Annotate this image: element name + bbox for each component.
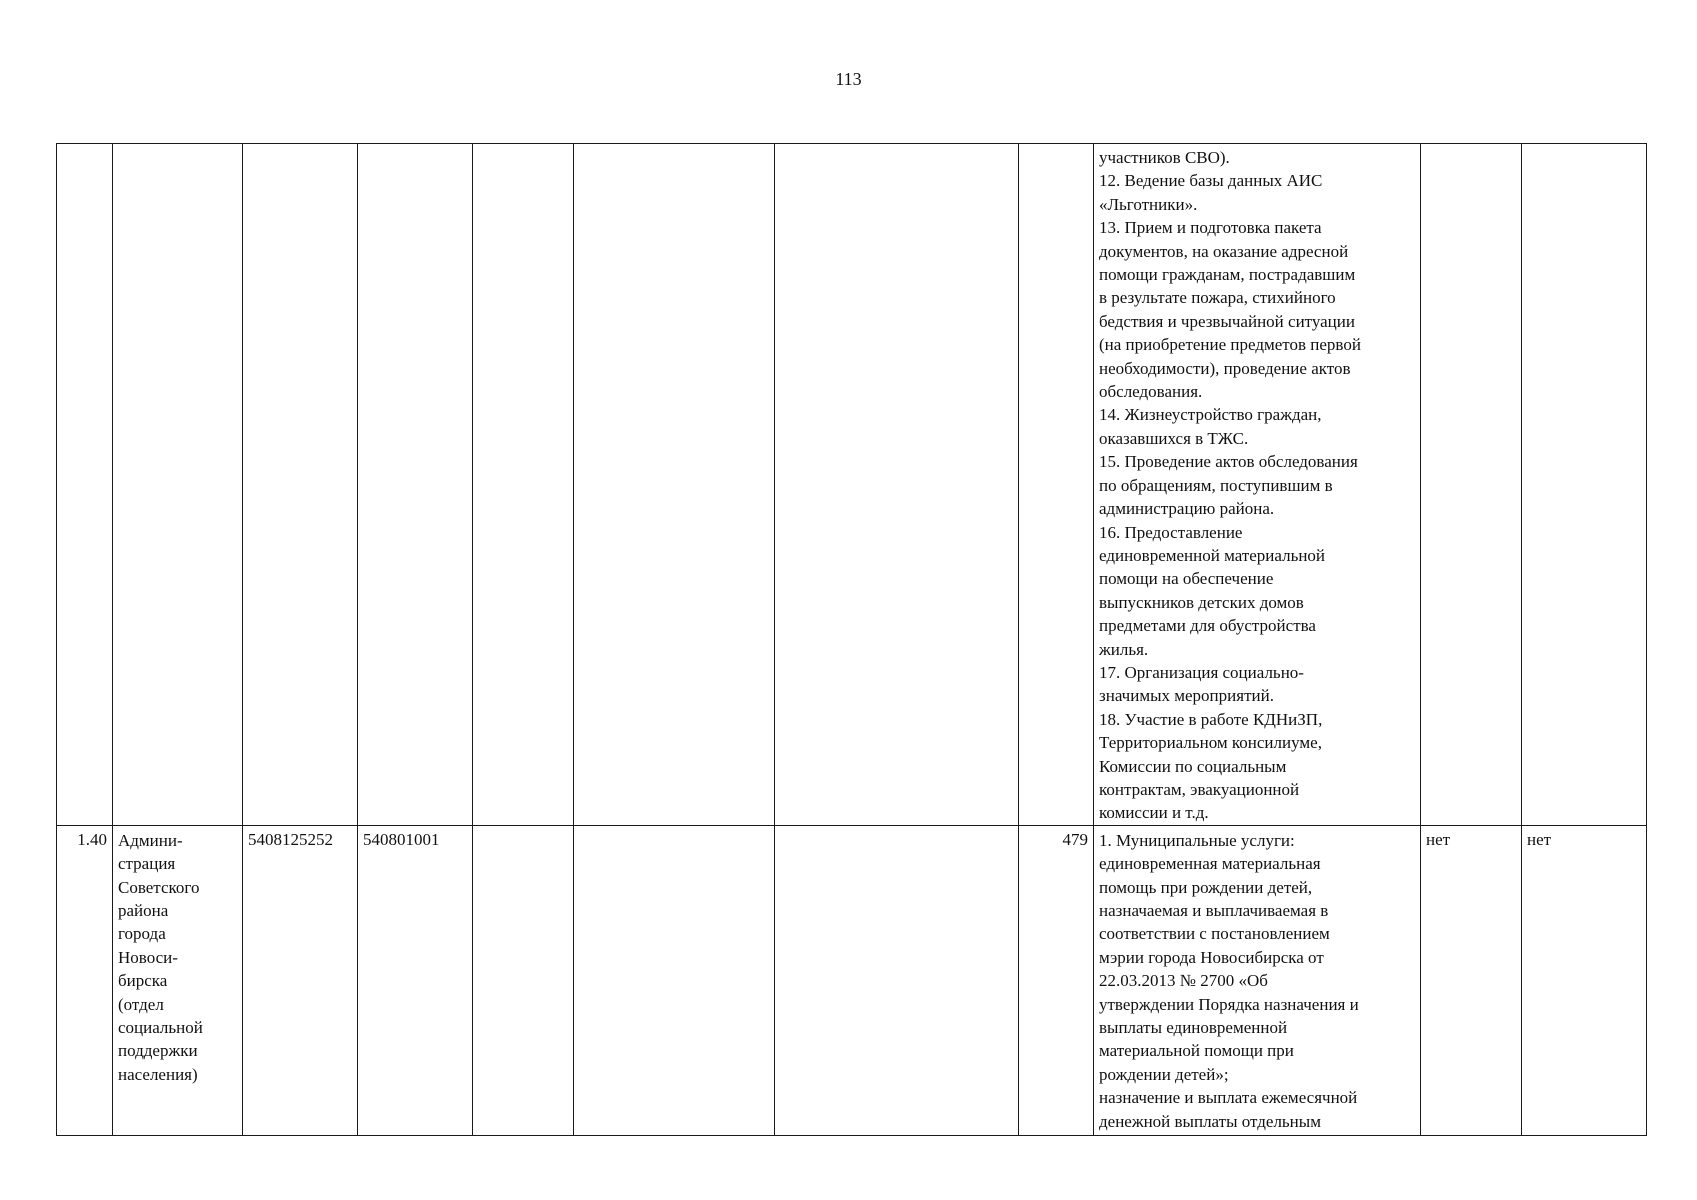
cell-inn: 5408125252 — [243, 825, 358, 1135]
cell-col10: нет — [1421, 825, 1522, 1135]
duties-line: 22.03.2013 № 2700 «Об — [1099, 971, 1268, 991]
duties-line: обследования. — [1099, 382, 1203, 402]
duties-line: в результате пожара, стихийного — [1099, 288, 1336, 308]
duties-line: Территориальном консилиуме, — [1099, 733, 1322, 753]
cell-kpp — [358, 144, 473, 826]
organization-line: социальной — [118, 1018, 203, 1038]
page-number: 113 — [835, 69, 862, 89]
cell-organization — [113, 825, 243, 1135]
organization-line: страция — [118, 854, 176, 874]
cell-number — [57, 144, 113, 826]
duties-line: назначение и выплата ежемесячной — [1099, 1088, 1358, 1108]
organization-line: Советского — [118, 877, 200, 897]
duties-line: комиссии и т.д. — [1099, 803, 1209, 823]
cell-count: 479 — [1019, 825, 1094, 1135]
duties-line: помощи гражданам, пострадавшим — [1099, 265, 1356, 285]
duties-line: рождении детей»; — [1099, 1064, 1229, 1084]
duties-line: необходимости), проведение актов — [1099, 358, 1351, 378]
registry-table — [56, 143, 1647, 1136]
cell-count — [1019, 144, 1094, 826]
duties-line: оказавшихся в ТЖС. — [1099, 428, 1249, 448]
duties-line: 13. Прием и подготовка пакета — [1099, 218, 1322, 238]
cell-col10 — [1421, 144, 1522, 826]
duties-line: материальной помощи при — [1099, 1041, 1294, 1061]
duties-line: по обращениям, поступившим в — [1099, 475, 1333, 495]
duties-line: единовременная материальная — [1099, 854, 1321, 874]
cell-duties — [1094, 144, 1421, 826]
duties-line: предметами для обустройства — [1099, 616, 1316, 636]
duties-line: соответствии с постановлением — [1099, 924, 1330, 944]
cell-col7 — [775, 825, 1019, 1135]
organization-line: бирска — [118, 971, 168, 991]
duties-line: 15. Проведение актов обследования — [1099, 452, 1358, 472]
duties-line: 12. Ведение базы данных АИС — [1099, 171, 1323, 191]
duties-line: (на приобретение предметов первой — [1099, 335, 1361, 355]
duties-line: выпускников детских домов — [1099, 592, 1304, 612]
organization-line: Новоси- — [118, 947, 178, 967]
organization-line: района — [118, 901, 169, 920]
cell-col7 — [775, 144, 1019, 826]
cell-col5 — [473, 144, 574, 826]
cell-organization — [113, 144, 243, 826]
duties-line: жилья. — [1099, 639, 1149, 659]
organization-line: (отдел — [118, 994, 164, 1014]
duties-line: утверждении Порядка назначения и — [1099, 994, 1359, 1014]
duties-line: выплаты единовременной — [1099, 1018, 1288, 1038]
duties-line: администрацию района. — [1099, 499, 1275, 519]
duties-line: 18. Участие в работе КДНиЗП, — [1099, 709, 1323, 729]
organization-line: города — [118, 924, 166, 944]
cell-col11: нет — [1522, 825, 1647, 1135]
duties-line: Комиссии по социальным — [1099, 756, 1287, 776]
duties-line: 14. Жизнеустройство граждан, — [1099, 405, 1322, 425]
cell-col11 — [1522, 144, 1647, 826]
cell-col6 — [574, 144, 775, 826]
duties-line: помощи на обеспечение — [1099, 569, 1274, 589]
cell-duties — [1094, 825, 1421, 1135]
duties-line: назначаемая и выплачиваемая в — [1099, 901, 1329, 920]
duties-line: денежной выплаты отдельным — [1099, 1111, 1321, 1131]
organization-line: Админи- — [118, 830, 183, 850]
cell-col6 — [574, 825, 775, 1135]
duties-line: «Льготники». — [1099, 194, 1198, 214]
duties-line: значимых мероприятий. — [1099, 686, 1274, 706]
cell-inn — [243, 144, 358, 826]
organization-line: поддержки — [118, 1041, 198, 1061]
table-row-continuation — [57, 144, 1647, 826]
table-row-1-40 — [57, 825, 1647, 1135]
duties-line: контрактам, эвакуационной — [1099, 779, 1300, 799]
duties-line: документов, на оказание адресной — [1099, 241, 1349, 261]
duties-line: единовременной материальной — [1099, 545, 1326, 565]
duties-line: 1. Муниципальные услуги: — [1099, 830, 1295, 850]
duties-line: участников СВО). — [1099, 148, 1230, 167]
duties-line: 16. Предоставление — [1099, 522, 1243, 542]
duties-line: помощь при рождении детей, — [1099, 877, 1313, 897]
cell-kpp: 540801001 — [358, 825, 473, 1135]
cell-number: 1.40 — [57, 825, 113, 1135]
duties-line: мэрии города Новосибирска от — [1099, 947, 1324, 967]
duties-line: бедствия и чрезвычайной ситуации — [1099, 311, 1355, 331]
organization-line: населения) — [118, 1064, 198, 1084]
cell-col5 — [473, 825, 574, 1135]
duties-line: 17. Организация социально- — [1099, 662, 1304, 682]
